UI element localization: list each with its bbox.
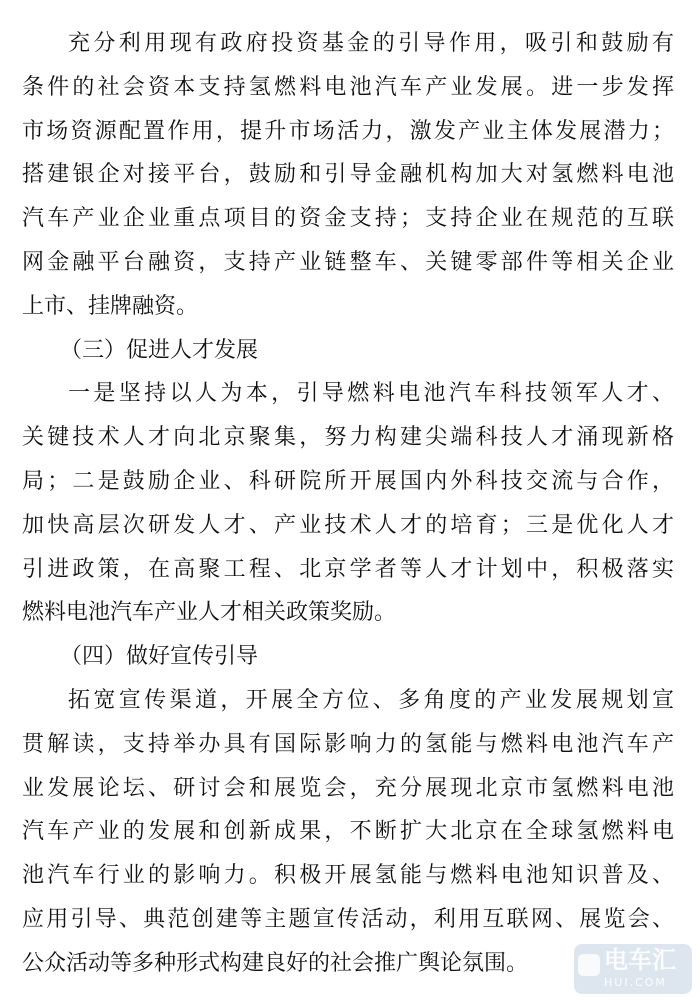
paragraph-line: 公众活动等多种形式构建良好的社会推广舆论氛围。 (22, 950, 529, 976)
watermark-logo-icon (578, 954, 600, 976)
paragraph-line: 条件的社会资本支持氢燃料电池汽车产业发展。进一步发挥 (22, 74, 674, 100)
paragraph-line: 搭建银企对接平台，鼓励和引导金融机构加大对氢燃料电池 (22, 162, 674, 188)
paragraph-line: 池汽车行业的影响力。积极开展氢能与燃料电池知识普及、 (22, 863, 674, 889)
section-heading: （三）促进人才发展 (60, 337, 259, 363)
section-heading: （四）做好宣传引导 (60, 644, 259, 670)
paragraph-line: 一是坚持以人为本，引导燃料电池汽车科技领军人才、 (68, 381, 674, 407)
paragraph-line: 市场资源配置作用，提升市场活力，激发产业主体发展潜力； (22, 118, 674, 144)
paragraph-line: 燃料电池汽车产业人才相关政策奖励。 (22, 600, 397, 626)
paragraph-line: 汽车产业企业重点项目的资金支持；支持企业在规范的互联 (22, 206, 674, 232)
watermark-brand: 电车汇 (604, 946, 676, 974)
paragraph-line: 贯解读，支持举办具有国际影响力的氢能与燃料电池汽车产 (22, 731, 674, 757)
paragraph-line: 应用引导、典范创建等主题宣传活动，利用互联网、展览会、 (22, 906, 674, 932)
paragraph-line: 加快高层次研发人才、产业技术人才的培育；三是优化人才 (22, 512, 674, 538)
paragraph-line: 引进政策，在高聚工程、北京学者等人才计划中，积极落实 (22, 556, 674, 582)
paragraph-line: 汽车产业的发展和创新成果，不断扩大北京在全球氢燃料电 (22, 819, 674, 845)
paragraph-line: 业发展论坛、研讨会和展览会，充分展现北京市氢燃料电池 (22, 775, 674, 801)
document-body (22, 22, 674, 986)
watermark (574, 944, 692, 994)
paragraph-line: 拓宽宣传渠道，开展全方位、多角度的产业发展规划宣 (68, 687, 674, 713)
watermark-domain: HUI.COM (604, 976, 667, 989)
paragraph-line: 上市、挂牌融资。 (22, 293, 199, 319)
paragraph-line: 网金融平台融资，支持产业链整车、关键零部件等相关企业 (22, 249, 674, 275)
paragraph-line: 充分利用现有政府投资基金的引导作用，吸引和鼓励有 (68, 31, 674, 56)
paragraph-line: 局；二是鼓励企业、科研院所开展国内外科技交流与合作， (22, 468, 674, 494)
paragraph-line: 关键技术人才向北京聚集，努力构建尖端科技人才涌现新格 (22, 425, 674, 451)
